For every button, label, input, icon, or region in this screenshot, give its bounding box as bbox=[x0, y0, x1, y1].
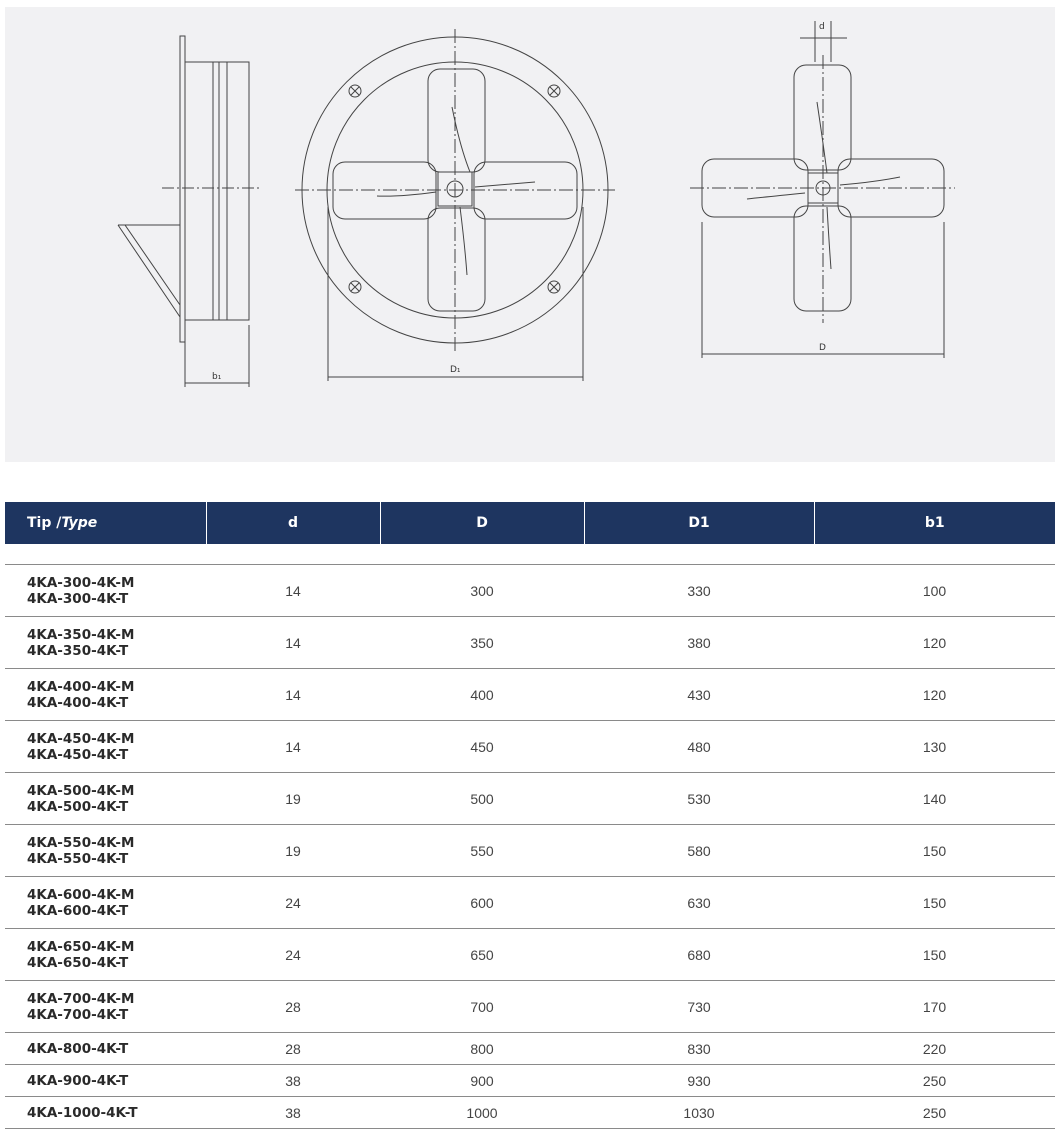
type-cell bbox=[5, 773, 206, 825]
table-row bbox=[5, 669, 1055, 721]
type-name: 4KA-400-4K-T bbox=[27, 694, 129, 711]
cell-b1: 220 bbox=[814, 1033, 1055, 1065]
cell-D: 800 bbox=[380, 1033, 584, 1065]
cell-D: 550 bbox=[380, 825, 584, 877]
table-row bbox=[5, 1033, 1055, 1065]
type-cell bbox=[5, 1097, 206, 1129]
technical-drawing-panel bbox=[5, 7, 1055, 462]
type-name: 4KA-550-4K-M bbox=[27, 834, 135, 851]
cell-D1: 380 bbox=[584, 617, 814, 669]
cell-d: 28 bbox=[206, 981, 380, 1033]
table-row bbox=[5, 617, 1055, 669]
table-row bbox=[5, 981, 1055, 1033]
header-type-plain: Tip / bbox=[27, 515, 62, 531]
type-name: 4KA-500-4K-T bbox=[27, 798, 129, 815]
type-name: 4KA-300-4K-M bbox=[27, 574, 135, 591]
table-row bbox=[5, 877, 1055, 929]
cell-b1: 120 bbox=[814, 617, 1055, 669]
table-row bbox=[5, 1065, 1055, 1097]
cell-D: 1000 bbox=[380, 1097, 584, 1129]
cell-D1: 830 bbox=[584, 1033, 814, 1065]
cell-D1: 680 bbox=[584, 929, 814, 981]
type-name: 4KA-700-4K-M bbox=[27, 990, 135, 1007]
cell-D1: 530 bbox=[584, 773, 814, 825]
cell-D1: 580 bbox=[584, 825, 814, 877]
type-name: 4KA-350-4K-M bbox=[27, 626, 135, 643]
side-view bbox=[118, 36, 260, 387]
type-cell bbox=[5, 721, 206, 773]
fan-technical-drawing bbox=[5, 7, 1055, 462]
cell-b1: 150 bbox=[814, 825, 1055, 877]
type-name: 4KA-650-4K-T bbox=[27, 954, 129, 971]
cell-D1: 630 bbox=[584, 877, 814, 929]
front-view bbox=[295, 29, 615, 381]
cell-b1: 120 bbox=[814, 669, 1055, 721]
type-name: 4KA-350-4K-T bbox=[27, 642, 129, 659]
header-d: d bbox=[206, 502, 380, 544]
type-cell bbox=[5, 1033, 206, 1065]
table-row bbox=[5, 929, 1055, 981]
table-spacer-row bbox=[5, 544, 1055, 565]
type-name: 4KA-300-4K-T bbox=[27, 590, 129, 607]
type-name: 4KA-700-4K-T bbox=[27, 1006, 129, 1023]
type-name: 4KA-900-4K-T bbox=[27, 1072, 129, 1089]
type-cell bbox=[5, 825, 206, 877]
header-type-italic: Type bbox=[61, 515, 98, 531]
cell-b1: 150 bbox=[814, 877, 1055, 929]
b1-dimension-label: b₁ bbox=[212, 372, 222, 382]
type-name: 4KA-500-4K-M bbox=[27, 782, 135, 799]
cell-d: 28 bbox=[206, 1033, 380, 1065]
cell-D: 500 bbox=[380, 773, 584, 825]
cell-D: 650 bbox=[380, 929, 584, 981]
table-body bbox=[5, 544, 1055, 1129]
type-name: 4KA-600-4K-M bbox=[27, 886, 135, 903]
impeller-view bbox=[690, 21, 955, 358]
header-D1: D1 bbox=[584, 502, 814, 544]
cell-d: 14 bbox=[206, 721, 380, 773]
type-name: 4KA-400-4K-M bbox=[27, 678, 135, 695]
cell-D: 900 bbox=[380, 1065, 584, 1097]
cell-d: 14 bbox=[206, 617, 380, 669]
type-name: 4KA-600-4K-T bbox=[27, 902, 129, 919]
header-type bbox=[5, 502, 206, 544]
table-row bbox=[5, 565, 1055, 617]
type-name: 4KA-800-4K-T bbox=[27, 1040, 129, 1057]
type-name: 4KA-450-4K-M bbox=[27, 730, 135, 747]
cell-d: 24 bbox=[206, 877, 380, 929]
table-row bbox=[5, 773, 1055, 825]
type-cell bbox=[5, 877, 206, 929]
cell-b1: 150 bbox=[814, 929, 1055, 981]
d-dimension-label: d bbox=[819, 22, 825, 32]
cell-d: 38 bbox=[206, 1097, 380, 1129]
cell-b1: 100 bbox=[814, 565, 1055, 617]
D1-dimension-label: D₁ bbox=[450, 365, 461, 375]
cell-d: 14 bbox=[206, 565, 380, 617]
cell-D: 350 bbox=[380, 617, 584, 669]
cell-b1: 130 bbox=[814, 721, 1055, 773]
type-cell bbox=[5, 669, 206, 721]
cell-D1: 330 bbox=[584, 565, 814, 617]
header-D: D bbox=[380, 502, 584, 544]
cell-b1: 140 bbox=[814, 773, 1055, 825]
cell-D: 700 bbox=[380, 981, 584, 1033]
cell-b1: 170 bbox=[814, 981, 1055, 1033]
type-name: 4KA-650-4K-M bbox=[27, 938, 135, 955]
table-header-row bbox=[5, 502, 1055, 544]
type-cell bbox=[5, 929, 206, 981]
type-cell bbox=[5, 981, 206, 1033]
table-row bbox=[5, 825, 1055, 877]
table-row bbox=[5, 1097, 1055, 1129]
type-name: 4KA-1000-4K-T bbox=[27, 1104, 138, 1121]
type-cell bbox=[5, 565, 206, 617]
cell-D1: 430 bbox=[584, 669, 814, 721]
cell-d: 24 bbox=[206, 929, 380, 981]
cell-D1: 730 bbox=[584, 981, 814, 1033]
cell-b1: 250 bbox=[814, 1097, 1055, 1129]
type-name: 4KA-550-4K-T bbox=[27, 850, 129, 867]
cell-D1: 930 bbox=[584, 1065, 814, 1097]
cell-d: 38 bbox=[206, 1065, 380, 1097]
cell-D: 300 bbox=[380, 565, 584, 617]
dimensions-table bbox=[5, 502, 1055, 1129]
D-dimension-label: D bbox=[819, 343, 826, 353]
header-b1: b1 bbox=[814, 502, 1055, 544]
cell-b1: 250 bbox=[814, 1065, 1055, 1097]
cell-D: 600 bbox=[380, 877, 584, 929]
type-cell bbox=[5, 1065, 206, 1097]
type-name: 4KA-450-4K-T bbox=[27, 746, 129, 763]
cell-d: 19 bbox=[206, 773, 380, 825]
table-row bbox=[5, 721, 1055, 773]
cell-D1: 480 bbox=[584, 721, 814, 773]
cell-d: 14 bbox=[206, 669, 380, 721]
type-cell bbox=[5, 617, 206, 669]
cell-D: 450 bbox=[380, 721, 584, 773]
cell-D1: 1030 bbox=[584, 1097, 814, 1129]
cell-d: 19 bbox=[206, 825, 380, 877]
cell-D: 400 bbox=[380, 669, 584, 721]
